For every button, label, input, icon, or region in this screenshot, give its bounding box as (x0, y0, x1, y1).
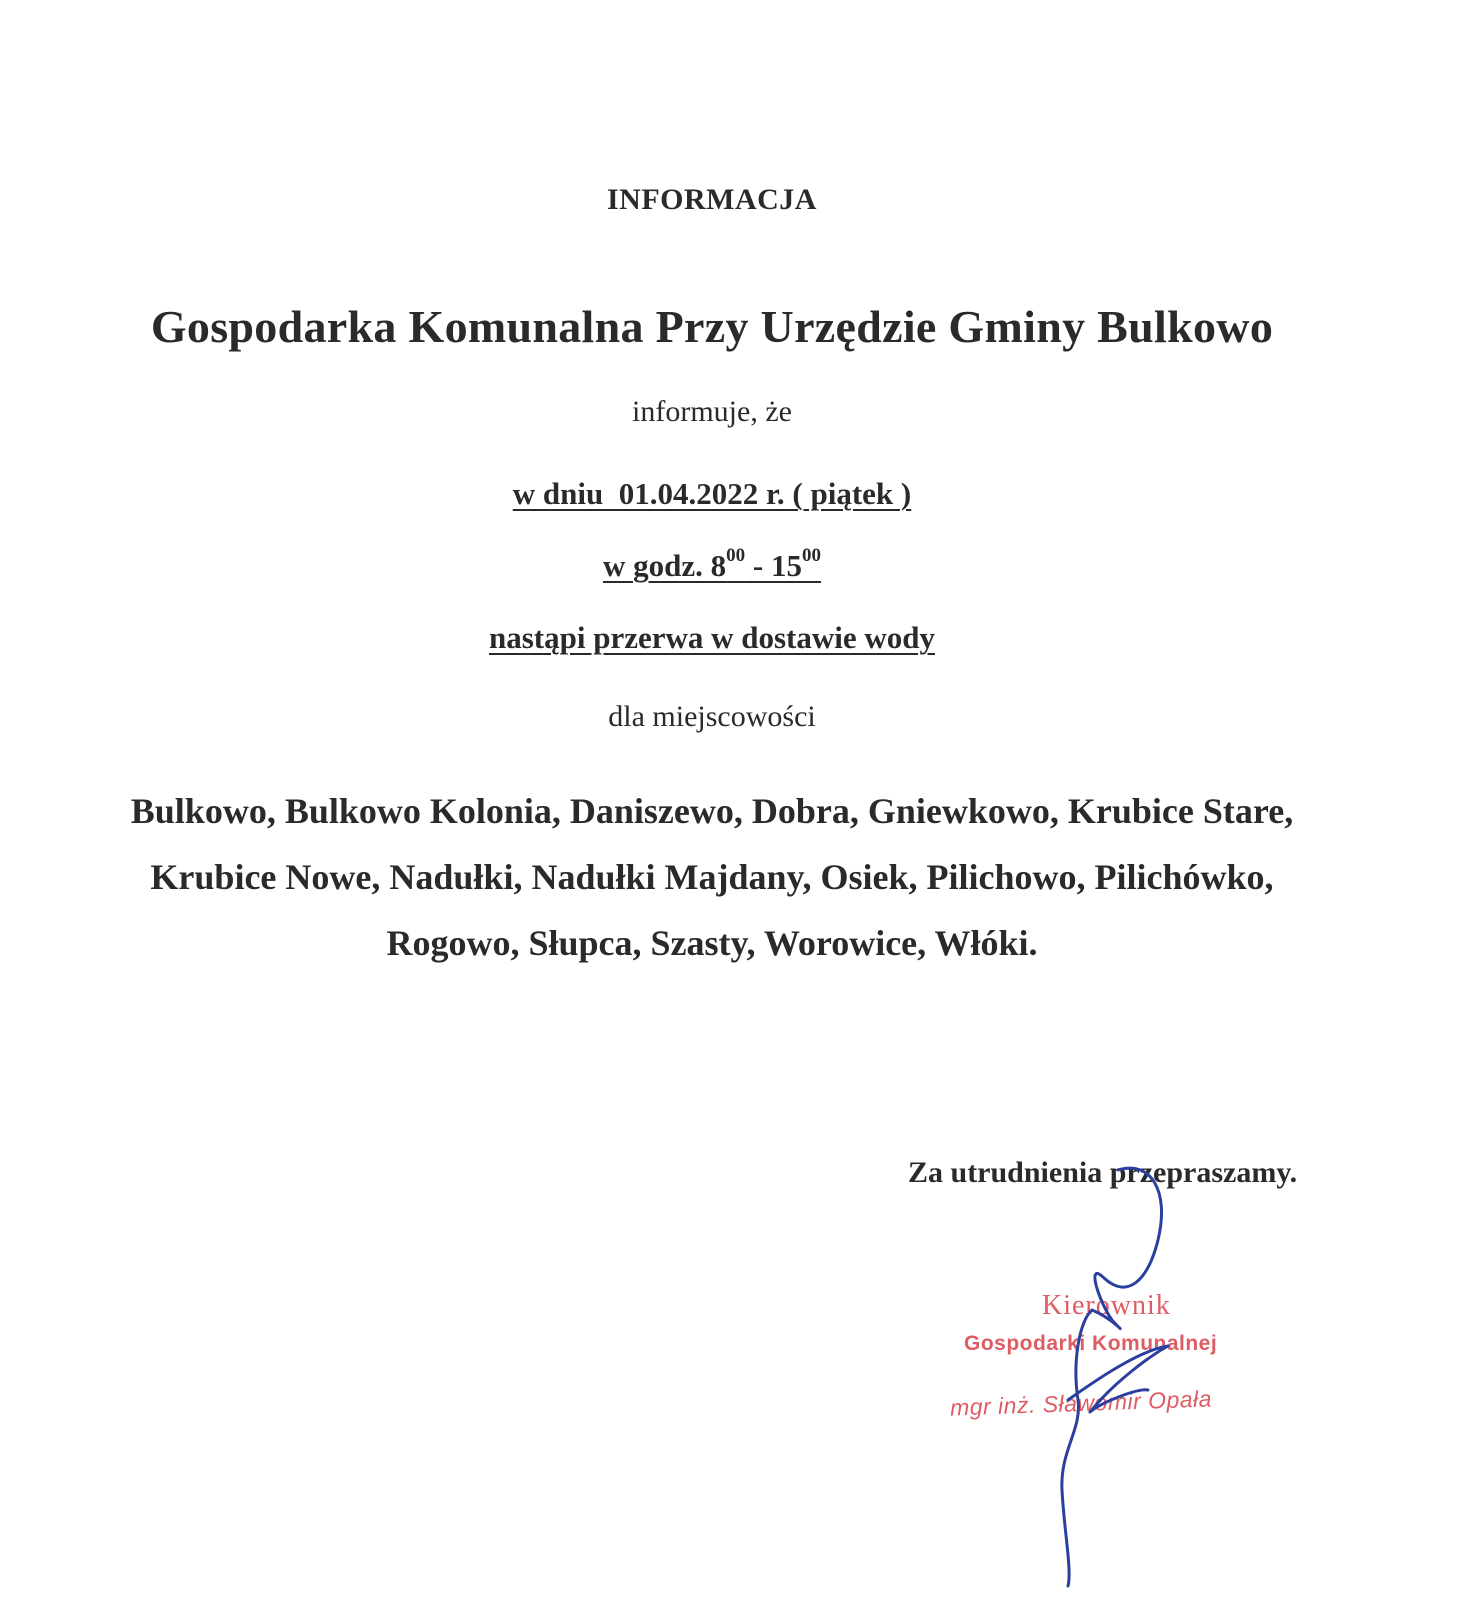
places-line: Rogowo, Słupca, Szasty, Worowice, Włóki. (386, 923, 1038, 963)
hours-line (0, 544, 1424, 584)
places-line: Bulkowo, Bulkowo Kolonia, Daniszewo, Dobra, Gniewkowo, Krubice Stare, (130, 791, 1294, 831)
date-text: w dniu 01.04.2022 r. ( piątek ) (512, 476, 912, 511)
places-line: Krubice Nowe, Nadułki, Nadułki Majdany, Osiek, Pilichowo, Pilichówko, (150, 857, 1274, 897)
closing-text: Za utrudnienia przepraszamy. (908, 1156, 1298, 1189)
hours-prefix: w godz. 8 (603, 548, 727, 583)
document-heading: INFORMACJA (607, 183, 817, 216)
hours-start-minutes: 00 (726, 544, 746, 566)
outage-line (0, 620, 1424, 656)
stamp-title: Kierownik (1042, 1290, 1171, 1321)
hours-end-minutes: 00 (801, 544, 821, 566)
places-list (0, 778, 1424, 976)
for-places-text: dla miejscowości (608, 700, 816, 733)
hours-text (603, 544, 821, 583)
stamp-name: mgr inż. Sławomir Opała (949, 1385, 1213, 1421)
date-line (0, 476, 1424, 512)
organization-name: Gospodarka Komunalna Przy Urzędzie Gminy Bulkowo (150, 301, 1274, 352)
handwritten-signature (1020, 1150, 1260, 1590)
outage-text: nastąpi przerwa w dostawie wody (488, 620, 936, 655)
stamp-department: Gospodarki Komunalnej (964, 1332, 1218, 1355)
informs-text: informuje, że (632, 395, 792, 428)
hours-separator: - 15 (745, 548, 802, 583)
